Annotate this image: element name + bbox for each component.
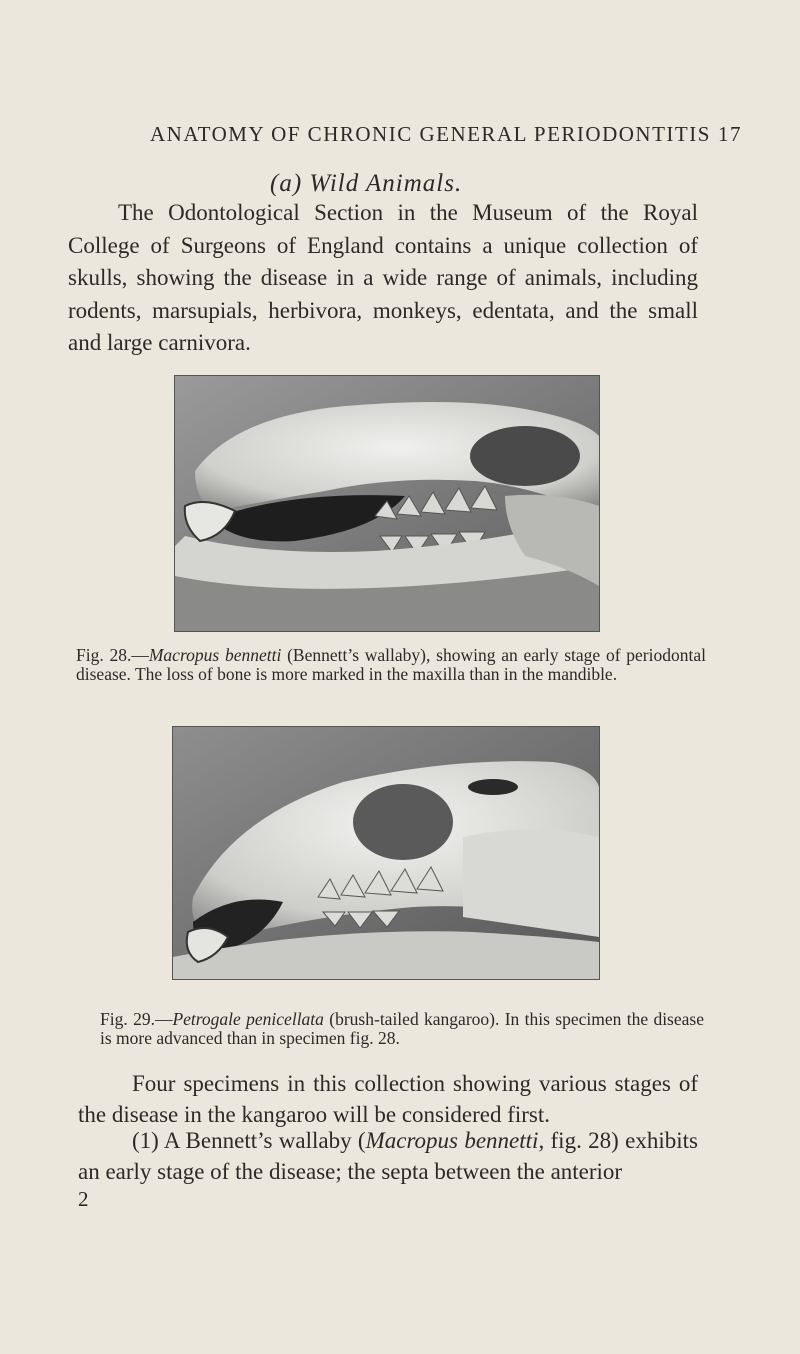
figure-29-label: Fig. 29.—: [100, 1009, 173, 1029]
running-head: [150, 122, 742, 147]
para2-suffix: , fig. 28) exhibits an early stage of the disease; the septa between the anterior: [78, 1128, 698, 1184]
figure-28-label: Fig. 28.—: [76, 645, 149, 665]
figure-29-caption: [100, 1010, 704, 1048]
body-paragraph-1: Four specimens in this collection showing various stages of the disease in the kangaroo will be considered first.: [78, 1071, 698, 1127]
figure-28-species: Macropus bennetti: [148, 645, 282, 665]
figure-28-caption: [76, 646, 706, 684]
page-number: 17: [718, 122, 742, 146]
para2-species: Macropus bennetti: [365, 1128, 539, 1153]
figure-29-caption-text: (brush-tailed kangaroo). In this specimen the disease is more advanced than in specimen fig. 28.: [100, 1009, 704, 1048]
section-heading: (a) Wild Animals.: [270, 170, 463, 197]
figure-29-species: Petrogale penicellata: [172, 1009, 324, 1029]
signature-mark: 2: [78, 1187, 89, 1211]
skull-photo-wallaby: [175, 376, 599, 631]
intro-paragraph: The Odontological Section in the Museum of the Royal College of Surgeons of England contains a unique collection of skulls, showing the disease in a wide range of animals, including rodents, marsupials, herbivora, monkeys, edentata, and the small and large carnivora.: [68, 200, 698, 355]
figure-29-photo: [172, 726, 600, 980]
para2-prefix: (1) A Bennett’s wallaby (: [132, 1128, 366, 1153]
running-head-title: ANATOMY OF CHRONIC GENERAL PERIODONTITIS: [150, 122, 711, 146]
figure-28-caption-text: (Bennett’s wallaby), showing an early stage of periodontal disease. The loss of bone is more marked in the maxilla than in the mandible.: [76, 645, 706, 684]
skull-photo-kangaroo: [173, 727, 599, 979]
figure-28-photo: [174, 375, 600, 632]
body-paragraph-2: [78, 1125, 698, 1187]
